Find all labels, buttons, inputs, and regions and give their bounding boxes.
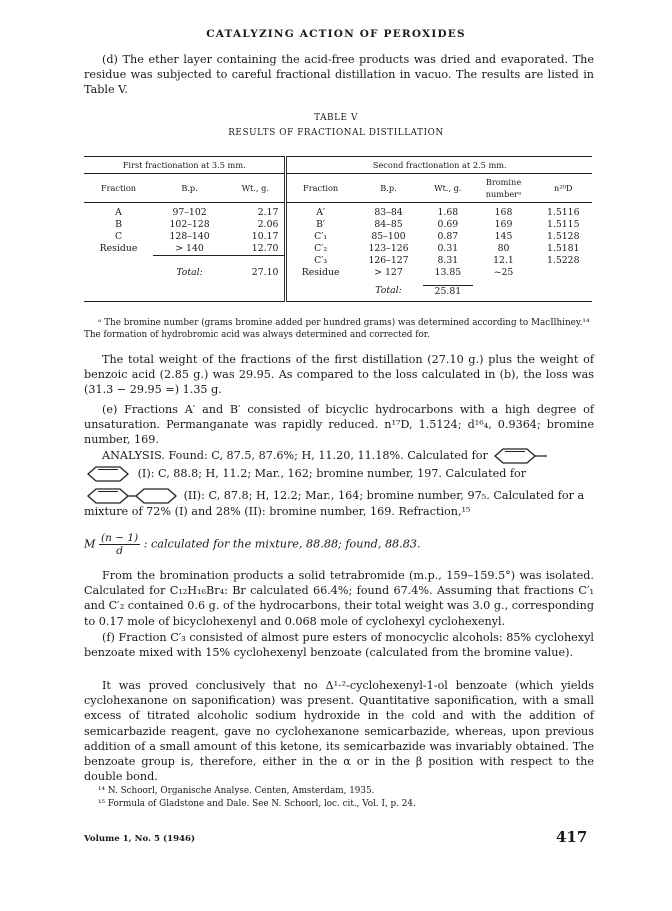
paragraph-total-weight: The total weight of the fractions of the first distillation (27.10 g.) plus the weight of benzoic acid (2.85 g.) was 29.95. As compared to the loss calculated in (b), the loss was (31.3 − 29.95 =) 1.35 g. — [84, 353, 594, 397]
volume-info: Volume 1, No. 5 (1946) — [84, 834, 196, 844]
second-fractionation-header: Second fractionation at 2.5 mm. — [286, 157, 592, 174]
col-fraction-2: Fraction — [286, 174, 354, 203]
cyclohexene-ring-icon — [84, 466, 134, 482]
results-table — [84, 156, 592, 302]
first-fractionation-header: First fractionation at 3.5 mm. — [122, 160, 246, 170]
col-bromine-number: Bromine numberᵃ — [485, 177, 522, 199]
cyclohexyl-cyclohexenyl-icon — [84, 488, 180, 504]
table-row: C 128–140 10.17 C′₁ 85–100 0.87 145 1.5128 — [114, 230, 580, 242]
table-row: A 97–102 2.17 A′ 83–84 1.68 168 1.5116 — [115, 206, 580, 218]
col-bp: B.p. — [181, 183, 198, 193]
analysis-line-1: ANALYSIS. Found: C, 87.5, 87.6%; H, 11.20, 11.18%. Calculated for — [84, 448, 594, 464]
first-total-label: Total: — [176, 267, 203, 278]
footnote-15: ¹⁵ Formula of Gladstone and Dale. See N. Schoorl, loc. cit., Vol. I, p. 24. — [98, 799, 416, 809]
paragraph-d: (d) The ether layer containing the acid-free products was dried and evaporated. The residue was subjected to careful fractional distillation in vacuo. The results are listed in Table V. — [84, 53, 594, 97]
footnote-14: ¹⁴ N. Schoorl, Organische Analyse. Centen, Amsterdam, 1935. — [98, 786, 375, 796]
refraction-formula: M $\frac{(n - 1)}{d}$ : calculated for the mixture, 88.88; found, 88.83. — [84, 532, 421, 557]
first-total-value: 27.10 — [251, 267, 279, 278]
paragraph-bromination: From the bromination products a solid tetrabromide (m.p., 159–159.5°) was isolated. Calculated for C₁₂H₁₆Br₄: Br calculated 66.4%; found 67.4%. Assuming that fractions C′₁ and C′₂ contained 0.6 g. of the hydrocarbons, their total weight was 3.0 g., corresponding to 0.17 mole of bicyclohexenyl and 0.068 mole of cyclohexyl cyclohexenyl. — [84, 569, 594, 628]
table-row: C′₃ 126–127 8.31 12.1 1.5228 — [84, 255, 592, 267]
col-wt: Wt., g. — [241, 183, 269, 193]
table-label: TABLE V — [314, 113, 358, 123]
paragraph-saponification: It was proved conclusively that no Δ¹·²-cyclohexenyl-1-ol benzoate (which yields cyclohexanone on saponification) was present. Quantitative saponification, with a small excess of titrated alcoholic sodium hydroxide in the cold and with the addition of semicarbazide reagent, gave no cyclohexanone semicarbazide, whereas, upon previous addition of a small amount of this ketone, its semicarbazide was invariably obtained. The benzoate group is, therefore, either in the α or in the β position with respect to the double bond. — [84, 679, 594, 784]
table-title: RESULTS OF FRACTIONAL DISTILLATION — [228, 128, 444, 138]
refraction-fraction: $\frac{(n - 1)}{d}$ — [101, 532, 139, 557]
col-wt-2: Wt., g. — [434, 183, 462, 193]
col-fraction: Fraction — [100, 183, 137, 193]
col-bp-2: B.p. — [380, 183, 397, 193]
second-total-label: Total: — [375, 285, 402, 296]
paragraph-f: (f) Fraction C′₃ consisted of almost pure esters of monocyclic alcohols: 85% cyclohexyl benzoate mixed with 15% cyclohexenyl benzoate (calculated from the bromine value). — [84, 631, 594, 660]
paragraph-e: (e) Fractions A′ and B′ consisted of bicyclic hydrocarbons with a high degree of unsaturation. Permanganate was rapidly reduced. n¹⁷D, 1.5124; d¹⁶₄, 0.9364; bromine number, 169. — [84, 403, 594, 447]
analysis-line-2: (I): C, 88.8; H, 11.2; Mar., 162; bromine number, 197. Calculated for — [84, 466, 594, 482]
second-total-value: 25.81 — [434, 285, 462, 297]
page-number: 417 — [556, 828, 588, 846]
table-footnote: ᵃ The bromine number (grams bromine added per hundred grams) was determined according to MacIlhiney.¹⁴ The formation of hydrobromic acid was always determined and corrected for. — [84, 318, 590, 340]
col-refractive-index: n²⁰D — [554, 183, 573, 193]
table-row: Residue > 140 12.70 C′₂ 123–126 0.31 80 1.5181 — [99, 242, 580, 254]
cyclohexene-ring-icon — [491, 448, 549, 464]
table-row: B 102–128 2.06 B′ 84–85 0.69 169 1.5115 — [115, 218, 580, 230]
analysis-line-3: (II): C, 87.8; H, 12.2; Mar., 164; bromine number, 97₅. Calculated for a mixture of 72% (I) and 28% (II): bromine number, 169. Refraction,¹⁵ — [84, 489, 585, 518]
table-row: Total: 27.10 Residue > 127 13.85 ~25 — [84, 267, 592, 279]
running-head: CATALYZING ACTION OF PEROXIDES — [206, 28, 466, 40]
